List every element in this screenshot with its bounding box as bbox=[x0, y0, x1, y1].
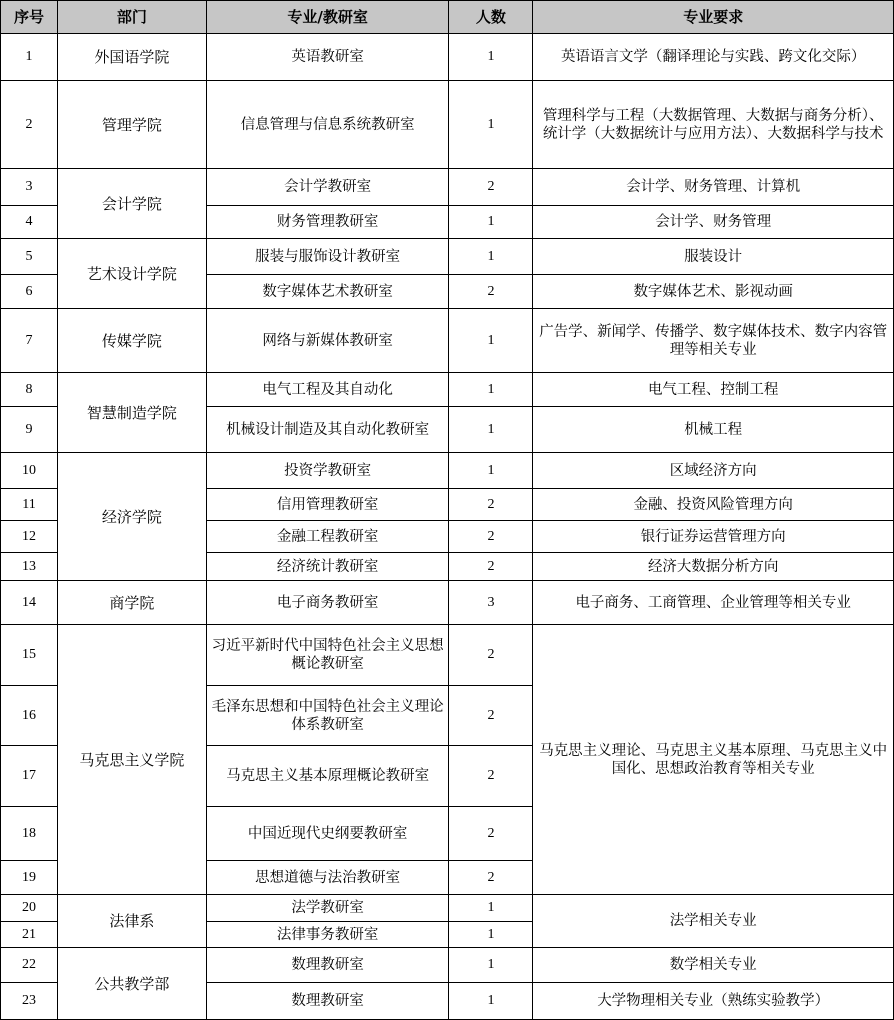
requirement-cell: 管理科学与工程（大数据管理、大数据与商务分析）、统计学（大数据统计与应用方法）、大数据科学与技术 bbox=[533, 81, 894, 169]
dept-cell: 商学院 bbox=[57, 581, 206, 625]
office-cell: 法律事务教研室 bbox=[206, 922, 449, 948]
dept-cell: 管理学院 bbox=[57, 81, 206, 169]
seq-cell: 12 bbox=[1, 521, 58, 553]
requirement-cell: 数字媒体艺术、影视动画 bbox=[533, 275, 894, 309]
seq-cell: 17 bbox=[1, 746, 58, 807]
office-cell: 数理教研室 bbox=[206, 948, 449, 983]
count-cell: 2 bbox=[449, 686, 533, 746]
requirement-cell: 大学物理相关专业（熟练实验教学） bbox=[533, 983, 894, 1020]
count-cell: 2 bbox=[449, 489, 533, 521]
seq-cell: 15 bbox=[1, 625, 58, 686]
requirement-cell: 经济大数据分析方向 bbox=[533, 553, 894, 581]
table-row bbox=[1, 309, 894, 373]
requirement-cell: 银行证券运营管理方向 bbox=[533, 521, 894, 553]
requirement-cell: 区域经济方向 bbox=[533, 453, 894, 489]
seq-cell: 18 bbox=[1, 807, 58, 861]
seq-cell: 9 bbox=[1, 407, 58, 453]
office-cell: 电气工程及其自动化 bbox=[206, 373, 449, 407]
seq-cell: 11 bbox=[1, 489, 58, 521]
count-cell: 1 bbox=[449, 309, 533, 373]
count-cell: 1 bbox=[449, 373, 533, 407]
count-cell: 1 bbox=[449, 206, 533, 239]
office-cell: 信息管理与信息系统教研室 bbox=[206, 81, 449, 169]
requirement-cell: 英语语言文学（翻译理论与实践、跨文化交际） bbox=[533, 34, 894, 81]
requirement-cell: 服装设计 bbox=[533, 239, 894, 275]
table-row bbox=[1, 169, 894, 206]
office-cell: 数字媒体艺术教研室 bbox=[206, 275, 449, 309]
count-cell: 1 bbox=[449, 81, 533, 169]
seq-cell: 23 bbox=[1, 983, 58, 1020]
seq-cell: 21 bbox=[1, 922, 58, 948]
seq-cell: 20 bbox=[1, 895, 58, 922]
requirement-cell: 电气工程、控制工程 bbox=[533, 373, 894, 407]
requirement-cell: 机械工程 bbox=[533, 407, 894, 453]
requirement-cell: 会计学、财务管理、计算机 bbox=[533, 169, 894, 206]
count-cell: 2 bbox=[449, 807, 533, 861]
seq-cell: 14 bbox=[1, 581, 58, 625]
dept-cell: 智慧制造学院 bbox=[57, 373, 206, 453]
seq-cell: 8 bbox=[1, 373, 58, 407]
count-cell: 2 bbox=[449, 861, 533, 895]
office-cell: 电子商务教研室 bbox=[206, 581, 449, 625]
seq-cell: 3 bbox=[1, 169, 58, 206]
office-cell: 思想道德与法治教研室 bbox=[206, 861, 449, 895]
office-cell: 服装与服饰设计教研室 bbox=[206, 239, 449, 275]
count-cell: 1 bbox=[449, 983, 533, 1020]
count-cell: 1 bbox=[449, 922, 533, 948]
office-cell: 习近平新时代中国特色社会主义思想概论教研室 bbox=[206, 625, 449, 686]
seq-cell: 13 bbox=[1, 553, 58, 581]
table-row bbox=[1, 373, 894, 407]
dept-cell: 公共教学部 bbox=[57, 948, 206, 1020]
count-cell: 2 bbox=[449, 746, 533, 807]
count-cell: 2 bbox=[449, 521, 533, 553]
count-cell: 1 bbox=[449, 34, 533, 81]
seq-cell: 2 bbox=[1, 81, 58, 169]
table-row bbox=[1, 581, 894, 625]
seq-cell: 19 bbox=[1, 861, 58, 895]
seq-cell: 7 bbox=[1, 309, 58, 373]
office-cell: 金融工程教研室 bbox=[206, 521, 449, 553]
dept-cell: 传媒学院 bbox=[57, 309, 206, 373]
seq-cell: 4 bbox=[1, 206, 58, 239]
count-cell: 2 bbox=[449, 275, 533, 309]
table-row bbox=[1, 34, 894, 81]
count-cell: 1 bbox=[449, 239, 533, 275]
office-cell: 毛泽东思想和中国特色社会主义理论体系教研室 bbox=[206, 686, 449, 746]
table-row bbox=[1, 948, 894, 983]
seq-cell: 5 bbox=[1, 239, 58, 275]
count-cell: 2 bbox=[449, 169, 533, 206]
table-row bbox=[1, 625, 894, 686]
dept-cell: 会计学院 bbox=[57, 169, 206, 239]
header-count: 人数 bbox=[449, 1, 533, 34]
requirement-cell: 马克思主义理论、马克思主义基本原理、马克思主义中国化、思想政治教育等相关专业 bbox=[533, 625, 894, 895]
header-seq: 序号 bbox=[1, 1, 58, 34]
requirement-cell: 会计学、财务管理 bbox=[533, 206, 894, 239]
office-cell: 英语教研室 bbox=[206, 34, 449, 81]
seq-cell: 10 bbox=[1, 453, 58, 489]
office-cell: 投资学教研室 bbox=[206, 453, 449, 489]
seq-cell: 1 bbox=[1, 34, 58, 81]
requirement-cell: 金融、投资风险管理方向 bbox=[533, 489, 894, 521]
table-row bbox=[1, 453, 894, 489]
header-requirement: 专业要求 bbox=[533, 1, 894, 34]
office-cell: 网络与新媒体教研室 bbox=[206, 309, 449, 373]
office-cell: 马克思主义基本原理概论教研室 bbox=[206, 746, 449, 807]
requirement-cell: 数学相关专业 bbox=[533, 948, 894, 983]
count-cell: 3 bbox=[449, 581, 533, 625]
office-cell: 会计学教研室 bbox=[206, 169, 449, 206]
table-row bbox=[1, 81, 894, 169]
header-row bbox=[1, 1, 894, 34]
header-dept: 部门 bbox=[57, 1, 206, 34]
office-cell: 财务管理教研室 bbox=[206, 206, 449, 239]
table-row bbox=[1, 895, 894, 922]
office-cell: 机械设计制造及其自动化教研室 bbox=[206, 407, 449, 453]
seq-cell: 22 bbox=[1, 948, 58, 983]
count-cell: 1 bbox=[449, 895, 533, 922]
requirement-cell: 广告学、新闻学、传播学、数字媒体技术、数字内容管理等相关专业 bbox=[533, 309, 894, 373]
dept-cell: 法律系 bbox=[57, 895, 206, 948]
count-cell: 2 bbox=[449, 553, 533, 581]
count-cell: 2 bbox=[449, 625, 533, 686]
office-cell: 数理教研室 bbox=[206, 983, 449, 1020]
seq-cell: 16 bbox=[1, 686, 58, 746]
office-cell: 信用管理教研室 bbox=[206, 489, 449, 521]
office-cell: 法学教研室 bbox=[206, 895, 449, 922]
seq-cell: 6 bbox=[1, 275, 58, 309]
requirement-cell: 电子商务、工商管理、企业管理等相关专业 bbox=[533, 581, 894, 625]
office-cell: 中国近现代史纲要教研室 bbox=[206, 807, 449, 861]
dept-cell: 马克思主义学院 bbox=[57, 625, 206, 895]
dept-cell: 经济学院 bbox=[57, 453, 206, 581]
count-cell: 1 bbox=[449, 453, 533, 489]
header-office: 专业/教研室 bbox=[206, 1, 449, 34]
requirement-cell: 法学相关专业 bbox=[533, 895, 894, 948]
table-row bbox=[1, 239, 894, 275]
office-cell: 经济统计教研室 bbox=[206, 553, 449, 581]
count-cell: 1 bbox=[449, 407, 533, 453]
count-cell: 1 bbox=[449, 948, 533, 983]
dept-cell: 艺术设计学院 bbox=[57, 239, 206, 309]
dept-cell: 外国语学院 bbox=[57, 34, 206, 81]
